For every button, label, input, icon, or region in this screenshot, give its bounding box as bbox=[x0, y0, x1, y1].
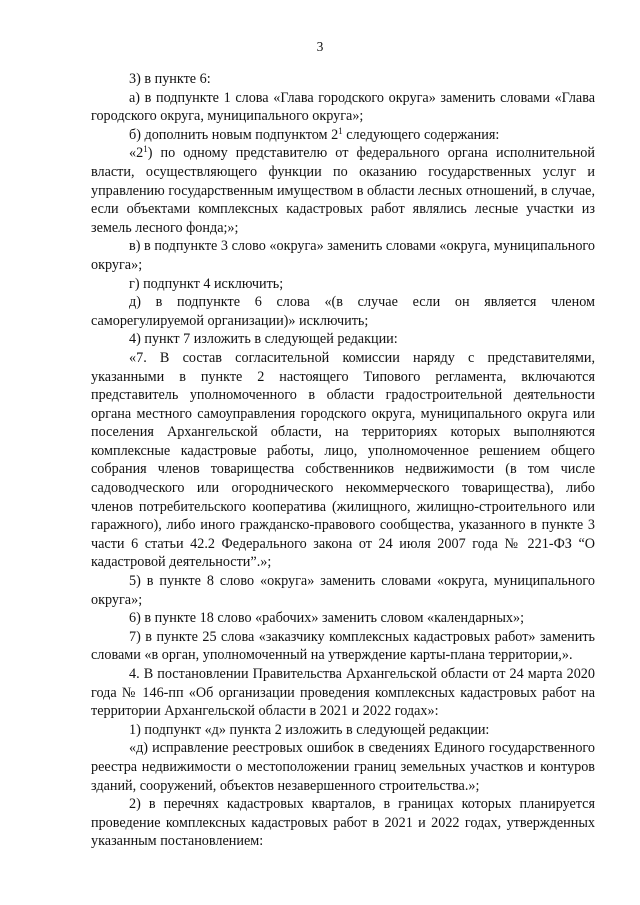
page-number: 3 bbox=[316, 39, 324, 54]
paragraph-item-5: 5) в пункте 8 слово «округа» заменить словами «округа, муниципального округа»; bbox=[91, 573, 595, 608]
document-body bbox=[91, 70, 595, 851]
quoted-subparagraph-d: «д) исправление реестровых ошибок в сведениях Единого государственного реестра недвижимости о местоположении границ земельных участков и контуров зданий, сооружений, объектов незавершенного строительства.»; bbox=[91, 740, 595, 794]
subparagraph-b: б) дополнить новым подпунктом $2^1$ следующего содержания: bbox=[129, 125, 500, 143]
section-4-item-2: 2) в перечнях кадастровых кварталов, в границах которых планируется проведение комплексных кадастровых работ в 2021 и 2022 годах, утвержденных указанным постановлением: bbox=[91, 796, 595, 850]
paragraph-item-3: 3) в пункте 6: bbox=[129, 71, 211, 87]
quoted-subparagraph-2-1: «$2^1$) по одному представителю от федерального органа исполнительной власти, осуществляющего функции по оказанию государственных услуг и управлению государственным имуществом в области лесных отношений, в случае, если объектами комплексных кадастровых работ являлись лесные участки из земель лесного фонда;»; bbox=[91, 144, 595, 236]
paragraph-item-7: 7) в пункте 25 слова «заказчику комплексных кадастровых работ» заменить словами «в орган, уполномоченный на утверждение карты-плана территории,». bbox=[91, 628, 595, 664]
section-4: 4. В постановлении Правительства Архангельской области от 24 марта 2020 года № 146-пп «Об организации проведения комплексных кадастровых работ на территории Архангельской области в 2021 и 2022 годах»: bbox=[91, 666, 595, 720]
subparagraph-g: г) подпункт 4 исключить; bbox=[129, 275, 284, 292]
subparagraph-a: а) в подпункте 1 слова «Глава городского округа» заменить словами «Глава городского округа, муниципального округа»; bbox=[91, 89, 595, 125]
section-4-item-1: 1) подпункт «д» пункта 2 изложить в следующей редакции: bbox=[129, 721, 490, 738]
subparagraph-v: в) в подпункте 3 слово «округа» заменить словами «округа, муниципального округа»; bbox=[91, 238, 595, 273]
paragraph-item-4: 4) пункт 7 изложить в следующей редакции: bbox=[129, 331, 398, 348]
quoted-paragraph-7: «7. В состав согласительной комиссии наряду с представителями, указанными в пункте 2 настоящего Типового регламента, включаются представитель уполномоченного в области градостроительной деятельности органа местного самоуправления городского округа, муниципального округа или поселения Архангельской области, на территориях которых выполняются комплексные кадастровые работы, лицо, уполномоченное решением общего собрания членов товарищества собственников недвижимости (в том числе садоводческого или огороднического некоммерческого товарищества), либо членов потребительского кооператива (жилищного, жилищно-строительного или гаражного), либо иного гражданско-правового сообщества, указанного в пункте 3 части 6 статьи 42.2 Федерального закона от 24 июля 2007 года № 221-ФЗ “О кадастровой деятельности”.»; bbox=[91, 349, 595, 571]
paragraph-item-6: 6) в пункте 18 слово «рабочих» заменить словом «календарных»; bbox=[129, 610, 525, 627]
subparagraph-d: д) в подпункте 6 слова «(в случае если он является членом саморегулируемой организации)» исключить; bbox=[91, 294, 595, 329]
